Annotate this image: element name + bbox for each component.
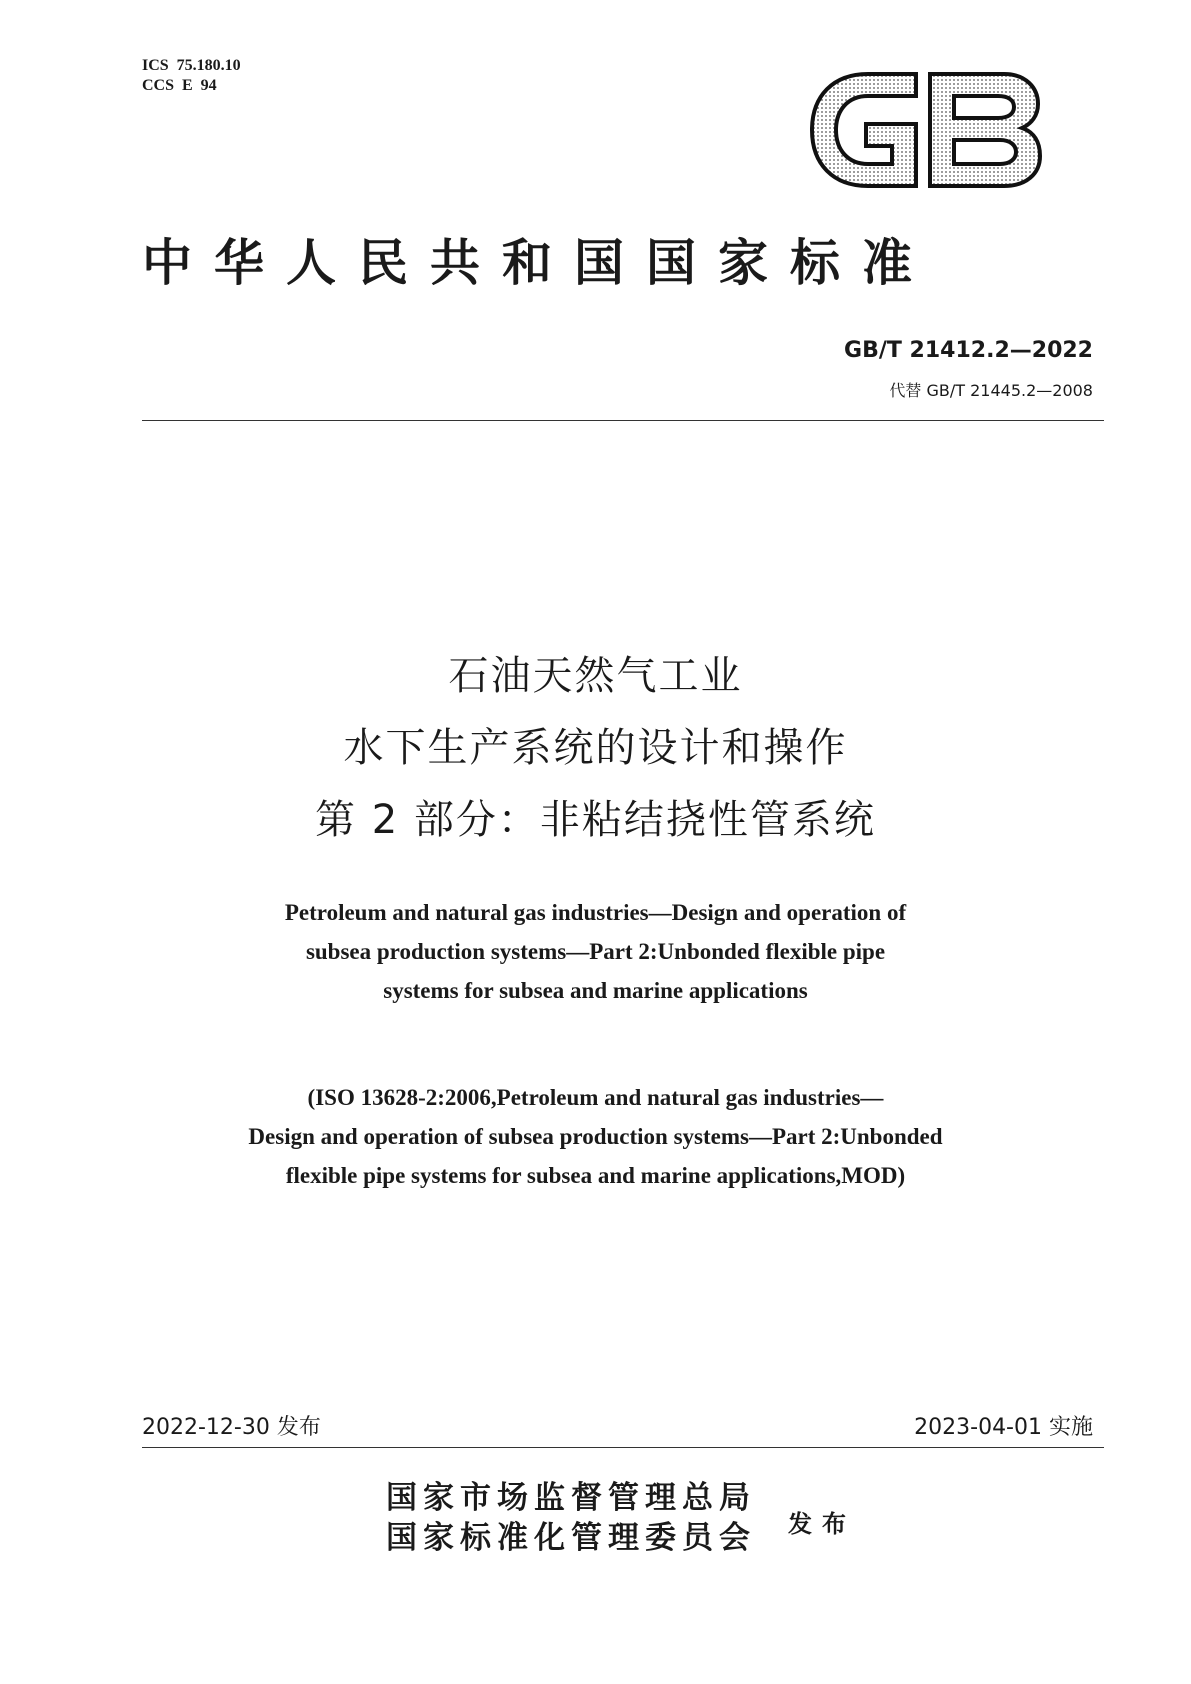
iso-reference-line-1: (ISO 13628-2:2006,Petroleum and natural gas industries—: [307, 1085, 884, 1110]
iso-reference-line-3: flexible pipe systems for subsea and marine applications,MOD): [285, 1163, 906, 1188]
english-title-line-3: systems for subsea and marine applications: [383, 978, 808, 1003]
publisher-samr: 国家市场监督管理总局: [386, 1480, 756, 1515]
english-title-line-2: subsea production systems—Part 2:Unbonded flexible pipe: [305, 939, 886, 964]
national-standard-title: 中华人民共和国国家标准: [142, 235, 934, 291]
footer-divider: [142, 1447, 1104, 1448]
chinese-title-line-2: 水下生产系统的设计和操作: [343, 725, 848, 771]
ccs-code: CCS E 94: [142, 77, 217, 94]
ics-code: ICS 75.180.10: [142, 57, 241, 74]
classification-codes: [142, 56, 241, 96]
implementation-date: 2023-04-01 实施: [914, 1415, 1093, 1440]
header-divider: [142, 420, 1104, 421]
issue-date: 2022-12-30 发布: [142, 1415, 321, 1440]
iso-reference-line-2: Design and operation of subsea production systems—Part 2:Unbonded: [248, 1124, 943, 1149]
chinese-title-line-3: 第 2 部分：非粘结挠性管系统: [315, 797, 876, 843]
standard-number: GB/T 21412.2—2022: [844, 338, 1093, 363]
english-title-line-1: Petroleum and natural gas industries—Design and operation of: [284, 900, 907, 925]
publisher-organizations: [386, 1478, 756, 1558]
chinese-title-line-1: 石油天然气工业: [448, 653, 743, 699]
publisher-sac: 国家标准化管理委员会: [386, 1520, 756, 1555]
replaces-standard: 代替 GB/T 21445.2—2008: [889, 381, 1093, 400]
gb-logo-icon: [808, 70, 1044, 190]
publish-label: 发布: [788, 1512, 856, 1538]
